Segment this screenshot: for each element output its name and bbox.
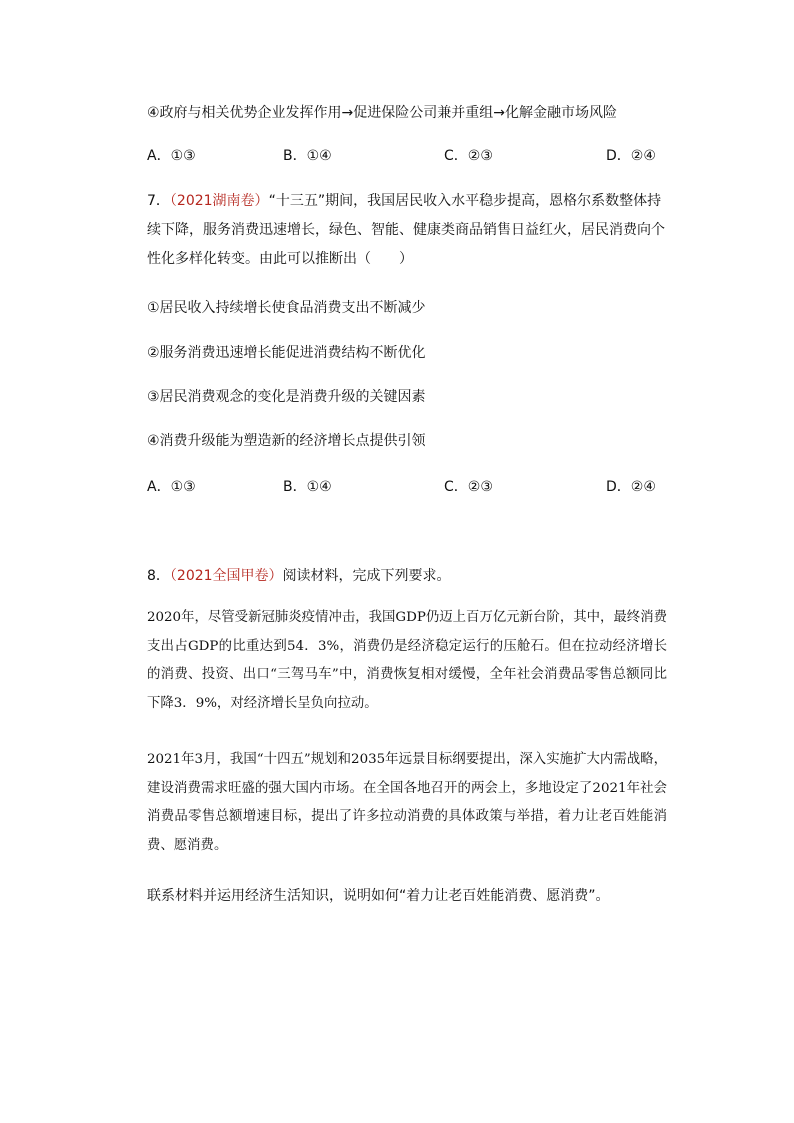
q8-stem — [147, 566, 451, 586]
q7-item-1: ①居民收入持续增长使食品消费支出不断减少 — [147, 300, 426, 316]
q7-item-3: ③居民消费观念的变化是消费升级的关键因素 — [147, 389, 426, 405]
q7-option-c: C．②③ — [444, 479, 493, 495]
q6-option-a: A．①③ — [147, 148, 196, 164]
q8-source-tag: （2021全国甲卷） — [169, 568, 283, 584]
q7-stem — [147, 187, 667, 274]
q8-question: 联系材料并运用经济生活知识，说明如何“着力让老百姓能消费、愿消费”。 — [147, 888, 610, 904]
q7-option-a: A．①③ — [147, 479, 196, 495]
q7-stem-text: “十三五”期间，我国居民收入水平稳步提高，恩格尔系数整体持续下降，服务消费迅速增长，绿色、智能、健康类商品销售日益红火，居民消费向个性化多样化转变。由此可以推断出（ ） — [147, 193, 665, 267]
q6-option-d: D．②④ — [606, 148, 656, 164]
q7-option-b: B．①④ — [283, 479, 332, 495]
q6-option-b: B．①④ — [283, 148, 332, 164]
q7-option-d: D．②④ — [606, 479, 656, 495]
q7-item-2: ②服务消费迅速增长能促进消费结构不断优化 — [147, 345, 426, 361]
q8-stem-text: 阅读材料，完成下列要求。 — [282, 568, 451, 584]
q6-options — [147, 146, 667, 166]
q7-options — [147, 477, 667, 497]
q8-material-2: 2021年3月，我国“十四五”规划和2035年远景目标纲要提出，深入实施扩大内需战略，建设消费需求旺盛的强大国内市场。在全国各地召开的两会上，多地设定了2021年社会消费品零售总额增速目标，提出了许多拉动消费的具体政策与举措，着力让老百姓能消费、愿消费。 — [147, 752, 667, 853]
q8-number: 8． — [147, 568, 170, 584]
q8-material-1: 2020年，尽管受新冠肺炎疫情冲击，我国GDP仍迈上百万亿元新台阶，其中，最终消费支出占GDP的比重达到54．3%，消费仍是经济稳定运行的压舱石。但在拉动经济增长的消费、投资、出口“三驾马车”中，消费恢复相对缓慢，全年社会消费品零售总额同比下降3．9%，对经济增长呈负向拉动。 — [147, 610, 667, 711]
q7-item-4: ④消费升级能为塑造新的经济增长点提供引领 — [147, 433, 426, 449]
q6-item-4: ④政府与相关优势企业发挥作用→促进保险公司兼并重组→化解金融市场风险 — [147, 105, 618, 121]
q6-option-c: C．②③ — [444, 148, 493, 164]
q7-source-tag: （2021湖南卷） — [169, 193, 269, 209]
q7-number: 7． — [147, 193, 170, 209]
